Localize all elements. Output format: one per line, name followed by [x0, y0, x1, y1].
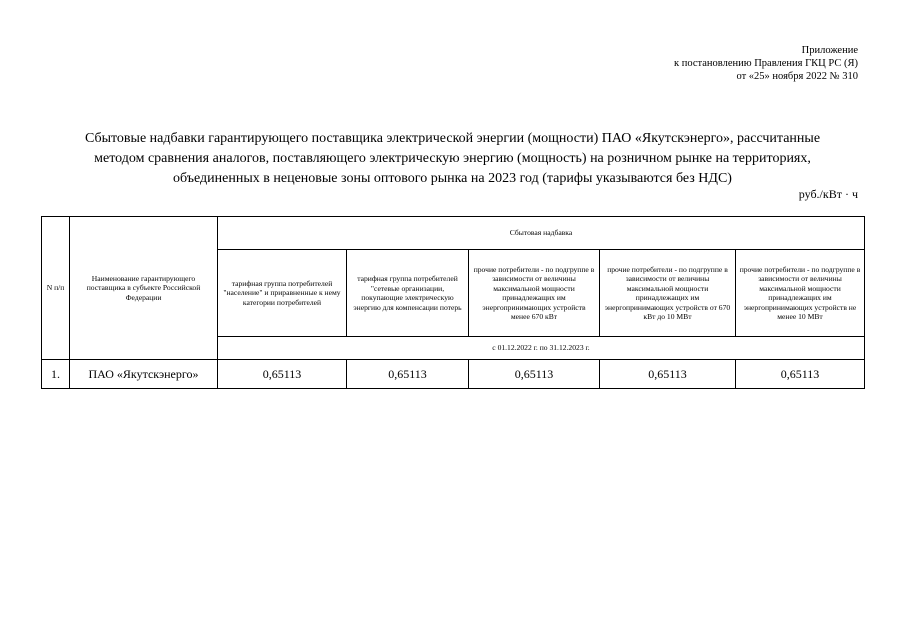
title-line-2: методом сравнения аналогов, поставляющего электрическую энергию (мощность) на розничном рынке на территориях, — [94, 151, 811, 166]
subheader-population: тарифная группа потребителей "население" и приравненные к нему категории потребителей — [218, 250, 347, 337]
header-supplier-name: Наименование гарантирующего поставщика в субъекте Российской Федерации — [70, 217, 218, 360]
tariff-table — [41, 216, 865, 389]
value-grid-organizations: 0,65113 — [347, 360, 469, 389]
period-label: с 01.12.2022 г. по 31.12.2023 г. — [218, 337, 865, 360]
value-under-670kw: 0,65113 — [469, 360, 600, 389]
row-number: 1. — [42, 360, 70, 389]
subheader-grid-organizations: тарифная группа потребителей "сетевые организации, покупающие электрическую энергию для компенсации потерь — [347, 250, 469, 337]
row-supplier-name: ПАО «Якутскэнерго» — [70, 360, 218, 389]
appendix-date: от «25» ноября 2022 № 310 — [736, 71, 858, 82]
subheader-under-670kw: прочие потребители - по подгруппе в зависимости от величины максимальной мощности принадлежащих им энергопринимающих устройств менее 670 кВт — [469, 250, 600, 337]
value-670kw-10mw: 0,65113 — [600, 360, 736, 389]
subheader-over-10mw: прочие потребители - по подгруппе в зависимости от величины максимальной мощности принадлежащих им энергопринимающих устройств не менее 10 МВт — [736, 250, 865, 337]
units-label: руб./кВт · ч — [798, 187, 858, 201]
header-number: N п/п — [42, 217, 70, 360]
document-title — [40, 129, 865, 189]
header-row — [42, 217, 865, 250]
appendix-block — [674, 44, 858, 83]
appendix-label: Приложение — [801, 45, 858, 56]
title-line-3: объединенных в неценовые зоны оптового рынка на 2023 год (тарифы указываются без НДС) — [173, 171, 732, 186]
title-line-1: Сбытовые надбавки гарантирующего поставщика электрической энергии (мощности) ПАО «Якутскэнерго», рассчитанные — [84, 131, 821, 146]
header-markup-group: Сбытовая надбавка — [218, 217, 865, 250]
subheader-670kw-10mw: прочие потребители - по подгруппе в зависимости от величины максимальной мощности принадлежащих им энергопринимающих устройств от 670 кВт до 10 МВт — [600, 250, 736, 337]
appendix-decree: к постановлению Правления ГКЦ РС (Я) — [674, 58, 858, 69]
table-row — [42, 360, 865, 389]
value-over-10mw: 0,65113 — [736, 360, 865, 389]
value-population: 0,65113 — [218, 360, 347, 389]
